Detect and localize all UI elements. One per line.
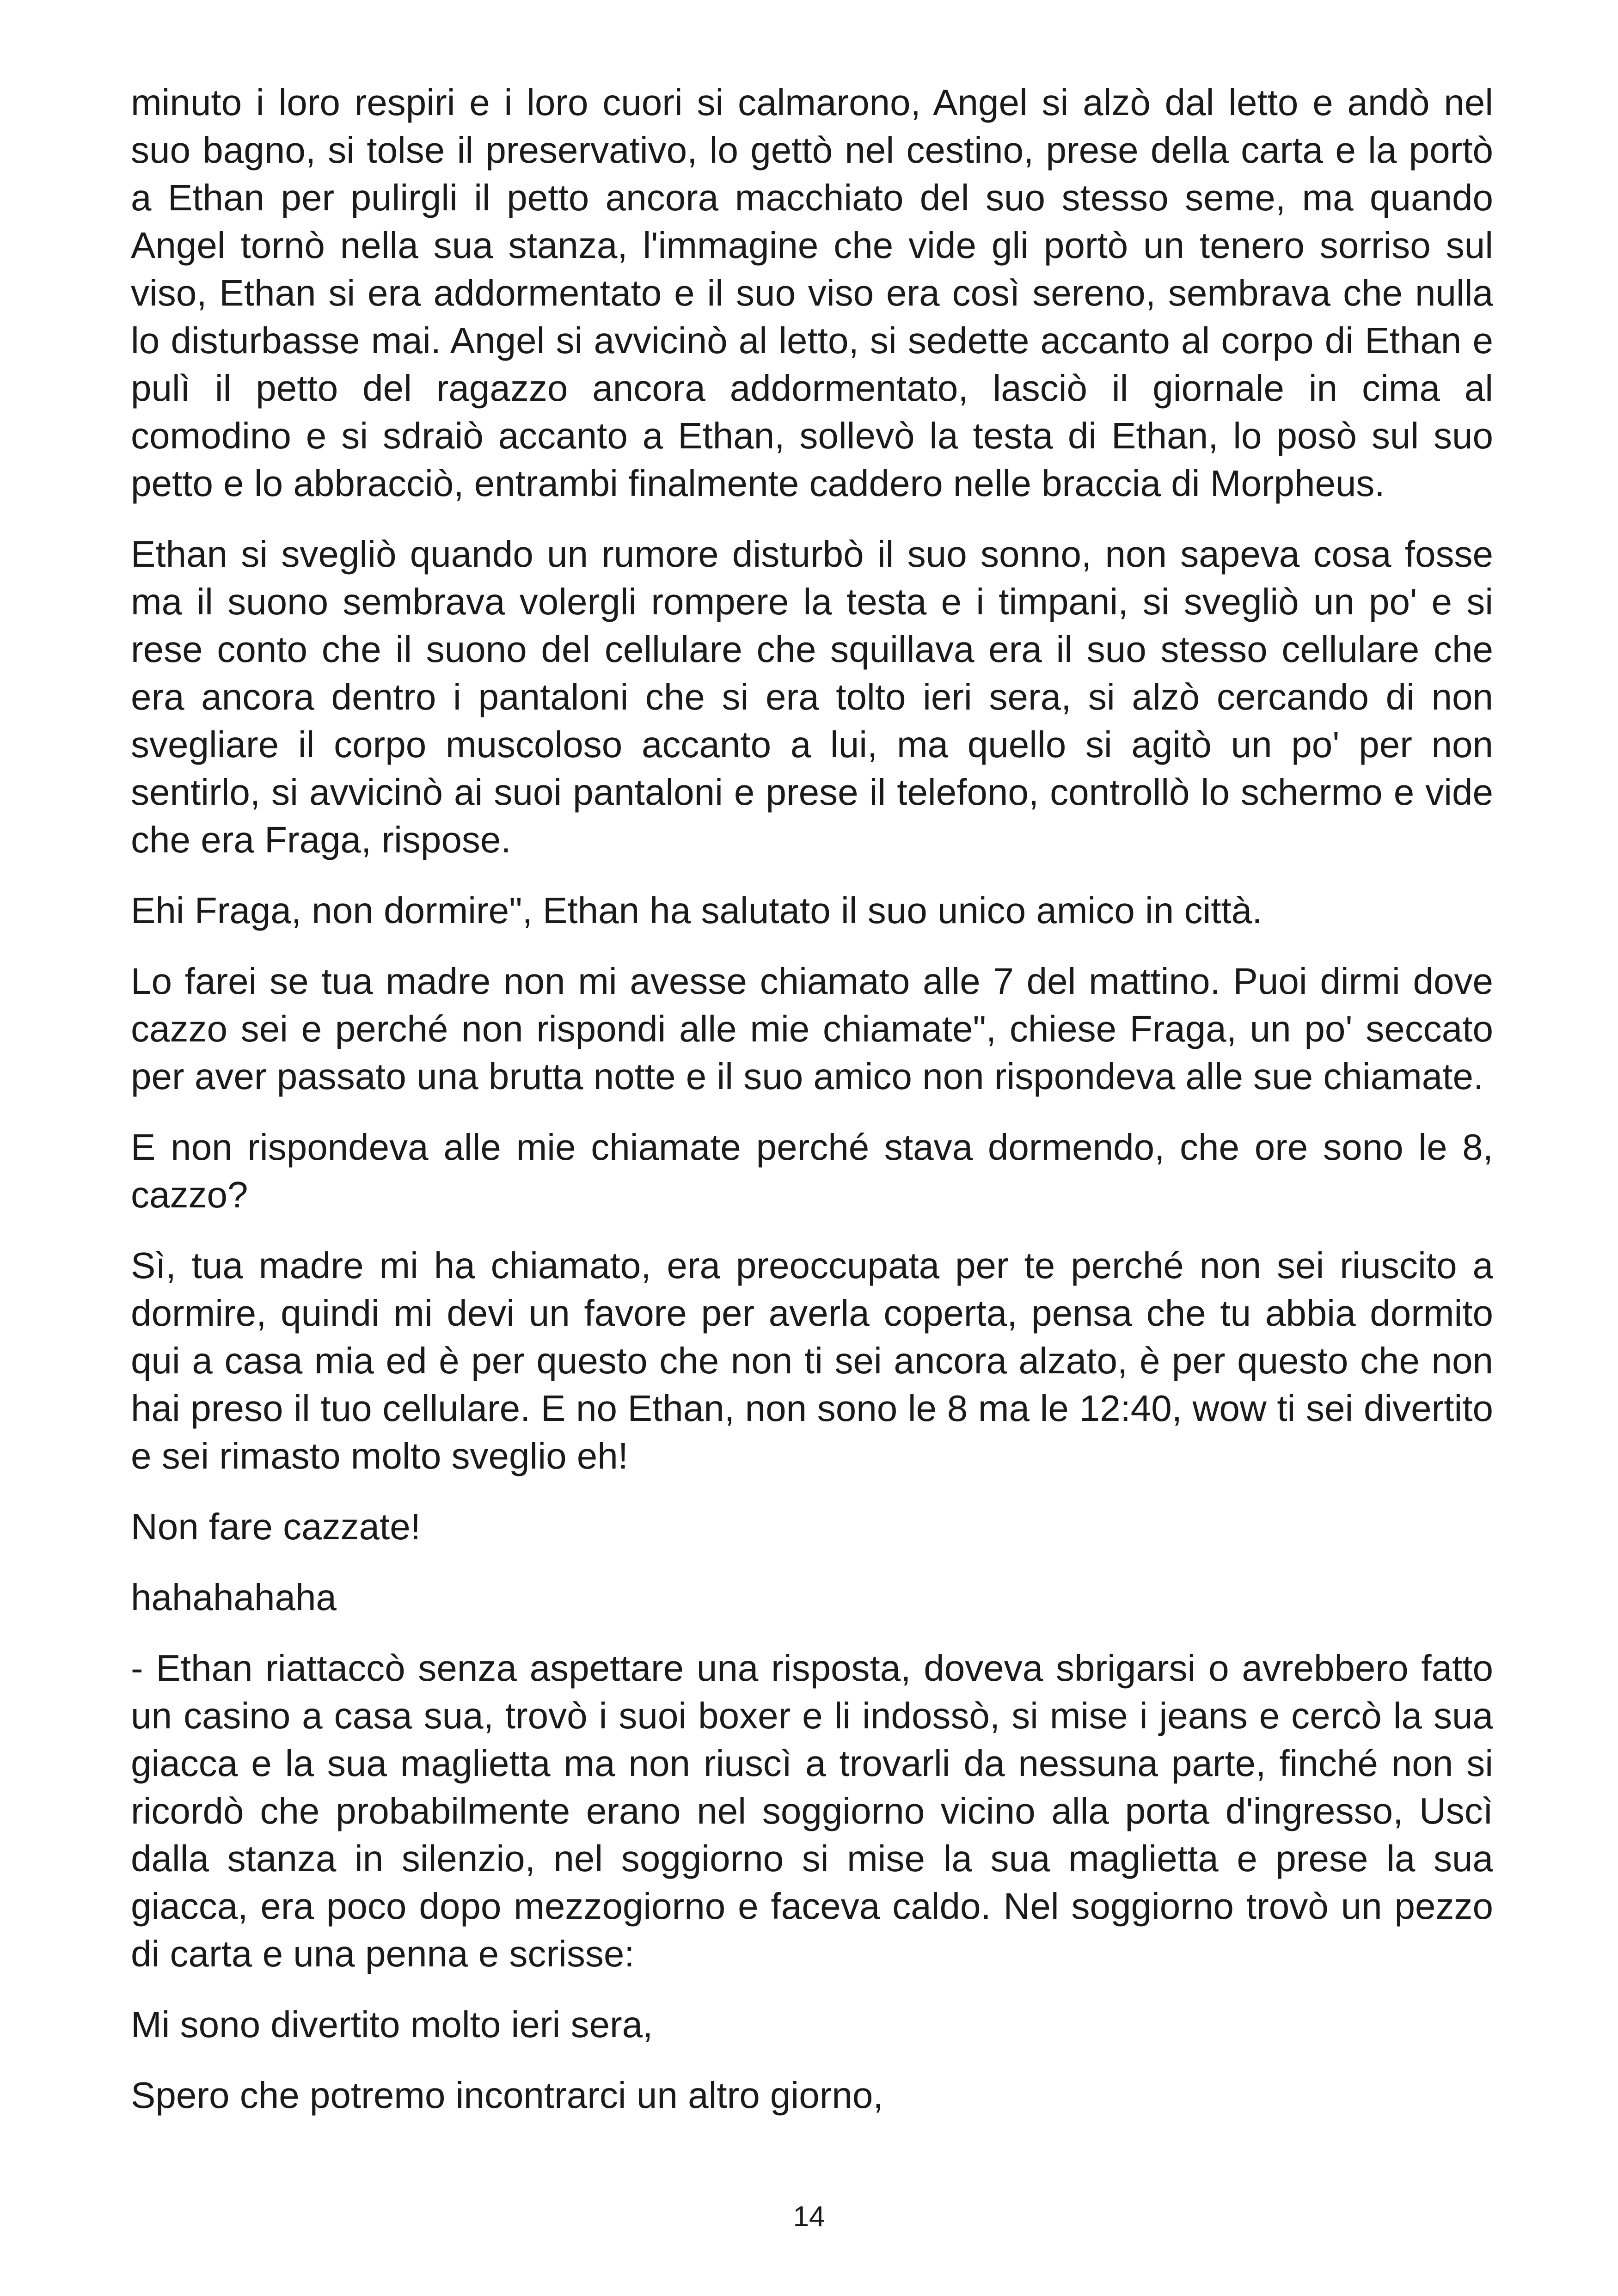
paragraph: Non fare cazzate! xyxy=(131,1506,421,1547)
paragraph: Sì, tua madre mi ha chiamato, era preoccupata per te perché non sei riuscito a dormire, quindi mi devi un favore per averla coperta, pensa che tu abbia dormito qui a casa mia ed è per questo che non ti sei ancora alzato, è per questo che non hai preso il tuo cellulare. E no Ethan, non sono le 8 ma le 12:40, wow ti sei divertito e sei rimasto molto sveglio eh! xyxy=(131,1245,1493,1476)
paragraph: Mi sono divertito molto ieri sera, xyxy=(131,2004,653,2045)
page-body xyxy=(131,79,1493,2142)
paragraph: Ehi Fraga, non dormire", Ethan ha salutato il suo unico amico in città. xyxy=(131,890,1263,931)
paragraph: hahahahaha xyxy=(131,1577,337,1618)
paragraph: Ethan si svegliò quando un rumore disturbò il suo sonno, non sapeva cosa fosse ma il suono sembrava volergli rompere la testa e i timpani, si svegliò un po' e si rese conto che il suono del cellulare che squillava era il suo stesso cellulare che era ancora dentro i pantaloni che si era tolto ieri sera, si alzò cercando di non svegliare il corpo muscoloso accanto a lui, ma quello si agitò un po' per non sentirlo, si avvicinò ai suoi pantaloni e prese il telefono, controllò lo schermo e vide che era Fraga, rispose. xyxy=(131,533,1493,860)
paragraph: minuto i loro respiri e i loro cuori si calmarono, Angel si alzò dal letto e andò nel suo bagno, si tolse il preservativo, lo gettò nel cestino, prese della carta e la portò a Ethan per pulirgli il petto ancora macchiato del suo stesso seme, ma quando Angel tornò nella sua stanza, l'immagine che vide gli portò un tenero sorriso sul viso, Ethan si era addormentato e il suo viso era così sereno, sembrava che nulla lo disturbasse mai. Angel si avvicinò al letto, si sedette accanto al corpo di Ethan e pulì il petto del ragazzo ancora addormentato, lasciò il giornale in cima al comodino e si sdraiò accanto a Ethan, sollevò la testa di Ethan, lo posò sul suo petto e lo abbracciò, entrambi finalmente caddero nelle braccia di Morpheus. xyxy=(131,82,1493,504)
paragraph: Spero che potremo incontrarci un altro giorno, xyxy=(131,2075,883,2116)
page-number: 14 xyxy=(793,2201,825,2233)
paragraph: E non rispondeva alle mie chiamate perché stava dormendo, che ore sono le 8, cazzo? xyxy=(131,1127,1493,1215)
paragraph: Lo farei se tua madre non mi avesse chiamato alle 7 del mattino. Puoi dirmi dove cazzo sei e perché non rispondi alle mie chiamate", chiese Fraga, un po' seccato per aver passato una brutta notte e il suo amico non rispondeva alle sue chiamate. xyxy=(131,961,1493,1097)
paragraph: - Ethan riattaccò senza aspettare una risposta, doveva sbrigarsi o avrebbero fatto un casino a casa sua, trovò i suoi boxer e li indossò, si mise i jeans e cercò la sua giacca e la sua maglietta ma non riuscì a trovarli da nessuna parte, finché non si ricordò che probabilmente erano nel soggiorno vicino alla porta d'ingresso, Uscì dalla stanza in silenzio, nel soggiorno si mise la sua maglietta e prese la sua giacca, era poco dopo mezzogiorno e faceva caldo. Nel soggiorno trovò un pezzo di carta e una penna e scrisse: xyxy=(131,1647,1493,1974)
